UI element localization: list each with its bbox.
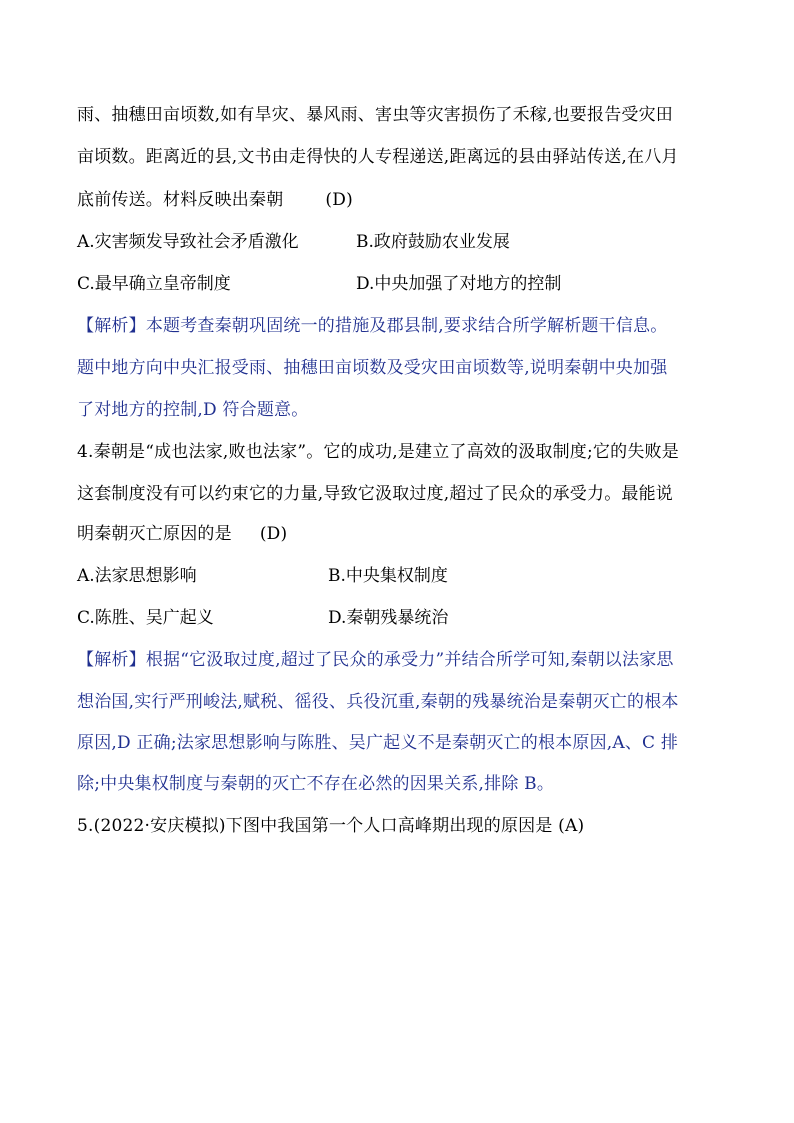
q4-analysis-line-1 xyxy=(77,648,727,672)
q3-analysis-tag: 【解析】 xyxy=(77,316,146,336)
q4-analysis-line-4: 除;中央集权制度与秦朝的灭亡不存在必然的因果关系,排除 B。 xyxy=(77,774,555,794)
q3-option-c: C.最早确立皇帝制度 xyxy=(77,274,231,294)
q3-analysis-line-3: 了对地方的控制,D 符合题意。 xyxy=(77,400,309,420)
q3-stem-line-3 xyxy=(77,188,727,212)
q3-analysis-line-2: 题中地方向中央汇报受雨、抽穗田亩顷数及受灾田亩顷数等,说明秦朝中央加强 xyxy=(77,358,668,378)
q4-stem-line-3 xyxy=(77,522,727,546)
q4-option-a: A.法家思想影响 xyxy=(77,566,197,586)
q4-stem-line-3-text: 明秦朝灭亡原因的是 xyxy=(77,524,232,544)
q4-analysis-line-3: 原因,D 正确;法家思想影响与陈胜、吴广起义不是秦朝灭亡的根本原因,A、C 排 xyxy=(77,733,679,753)
q4-option-c: C.陈胜、吴广起义 xyxy=(77,608,214,628)
q4-stem-line-2: 这套制度没有可以约束它的力量,导致它汲取过度,超过了民众的承受力。最能说 xyxy=(77,484,674,504)
q4-answer: (D) xyxy=(259,524,288,544)
q3-stem-line-3-text: 底前传送。材料反映出秦朝 xyxy=(77,190,284,210)
q3-option-d: D.中央加强了对地方的控制 xyxy=(356,274,562,294)
q4-option-d: D.秦朝残暴统治 xyxy=(328,608,449,628)
q3-answer: (D) xyxy=(325,190,353,210)
q4-analysis-line-2: 想治国,实行严刑峻法,赋税、徭役、兵役沉重,秦朝的残暴统治是秦朝灭亡的根本 xyxy=(77,692,679,712)
q4-analysis-tag: 【解析】 xyxy=(77,650,146,670)
q4-analysis-text-1: 根据“它汲取过度,超过了民众的承受力”并结合所学可知,秦朝以法家思 xyxy=(145,650,674,670)
q3-option-b: B.政府鼓励农业发展 xyxy=(356,232,510,252)
q4-stem-line-1: 4.秦朝是“成也法家,败也法家”。它的成功,是建立了高效的汲取制度;它的失败是 xyxy=(77,442,679,462)
q3-option-a: A.灾害频发导致社会矛盾激化 xyxy=(77,232,299,252)
q3-analysis-text-1: 本题考查秦朝巩固统一的措施及郡县制,要求结合所学解析题干信息。 xyxy=(145,316,668,336)
q3-stem-line-1: 雨、抽穗田亩顷数,如有旱灾、暴风雨、害虫等灾害损伤了禾稼,也要报告受灾田 xyxy=(77,105,674,125)
q3-stem-line-2: 亩顷数。距离近的县,文书由走得快的人专程递送,距离远的县由驿站传送,在八月 xyxy=(77,147,679,167)
q3-analysis-line-1 xyxy=(77,314,727,338)
q4-option-b: B.中央集权制度 xyxy=(328,566,448,586)
q5-stem-line-1: 5.(2022·安庆模拟)下图中我国第一个人口高峰期出现的原因是 (A) xyxy=(77,816,585,836)
